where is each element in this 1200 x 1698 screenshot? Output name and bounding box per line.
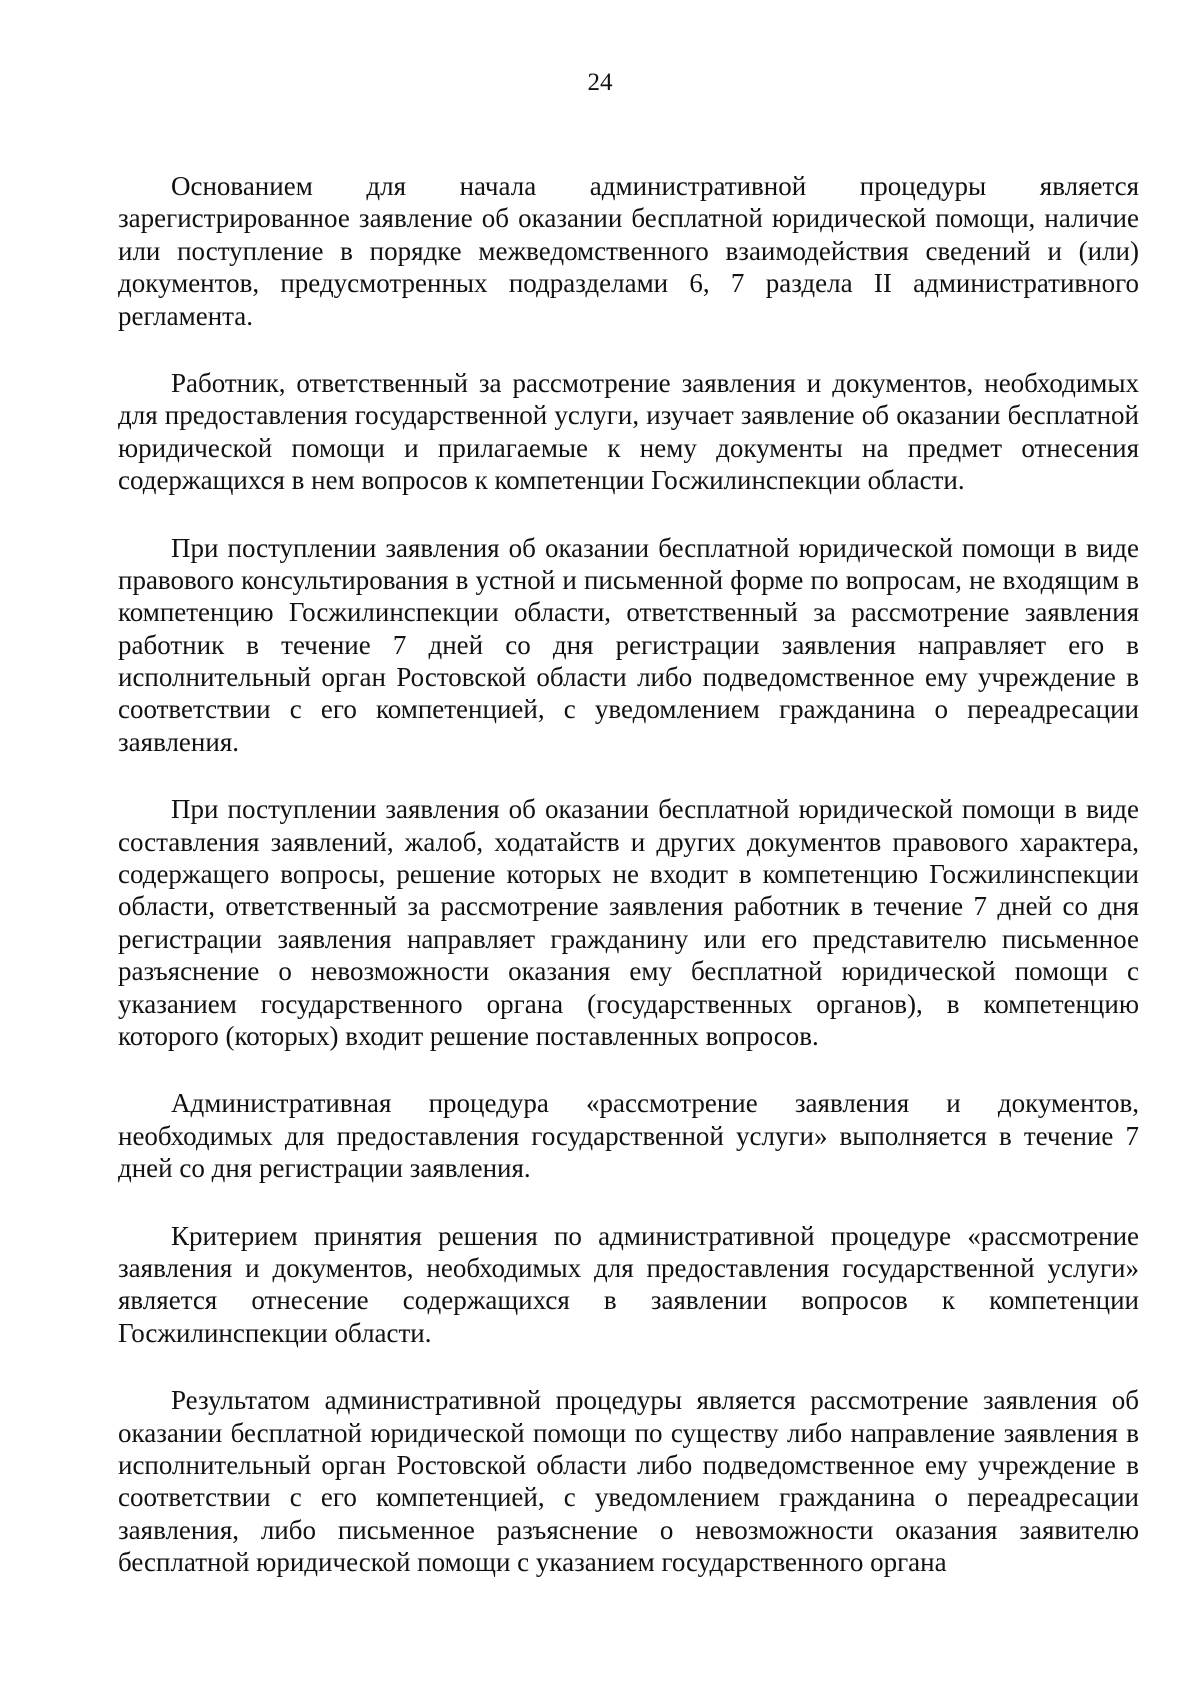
paragraph-1: Основанием для начала административной процедуры является зарегистрированное заявление об оказании бесплатной юридической помощи, наличие или поступление в порядке межведомственного взаимодействия сведений и (или) документов, предусмотренных подразделами 6, 7 раздела II административного регламента. [118,171,1139,331]
document-body [118,170,1139,1578]
paragraph-4: При поступлении заявления об оказании бесплатной юридической помощи в виде составления заявлений, жалоб, ходатайств и других документов правового характера, содержащего вопросы, решение которых не входит в компетенцию Госжилинспекции области, ответственный за рассмотрение заявления работник в течение 7 дней со дня регистрации заявления направляет гражданину или его представителю письменное разъяснение о невозможности оказания ему бесплатной юридической помощи с указанием государственного органа (государственных органов), в компетенцию которого (которых) входит решение поставленных вопросов. [118,794,1139,1051]
paragraph-6: Критерием принятия решения по административной процедуре «рассмотрение заявления и документов, необходимых для предоставления государственной услуги» является отнесение содержащихся в заявлении вопросов к компетенции Госжилинспекции области. [118,1220,1139,1348]
paragraph-5: Административная процедура «рассмотрение заявления и документов, необходимых для предоставления государственной услуги» выполняется в течение 7 дней со дня регистрации заявления. [118,1088,1139,1184]
paragraph-3: При поступлении заявления об оказании бесплатной юридической помощи в виде правового консультирования в устной и письменной форме по вопросам, не входящим в компетенцию Госжилинспекции области, ответственный за рассмотрение заявления работник в течение 7 дней со дня регистрации заявления направляет его в исполнительный орган Ростовской области либо подведомственное ему учреждение в соответствии с его компетенцией, с уведомлением гражданина о переадресации заявления. [118,532,1139,757]
page-number: 24 [587,69,613,96]
paragraph-2: Работник, ответственный за рассмотрение заявления и документов, необходимых для предоставления государственной услуги, изучает заявление об оказании бесплатной юридической помощи и прилагаемые к нему документы на предмет отнесения содержащихся в нем вопросов к компетенции Госжилинспекции области. [118,367,1139,496]
paragraph-7: Результатом административной процедуры является рассмотрение заявления об оказании бесплатной юридической помощи по существу либо направление заявления в исполнительный орган Ростовской области либо подведомственное ему учреждение в соответствии с его компетенцией, с уведомлением гражданина о переадресации заявления, либо письменное разъяснение о невозможности оказания заявителю бесплатной юридической помощи с указанием государственного органа [118,1385,1139,1578]
